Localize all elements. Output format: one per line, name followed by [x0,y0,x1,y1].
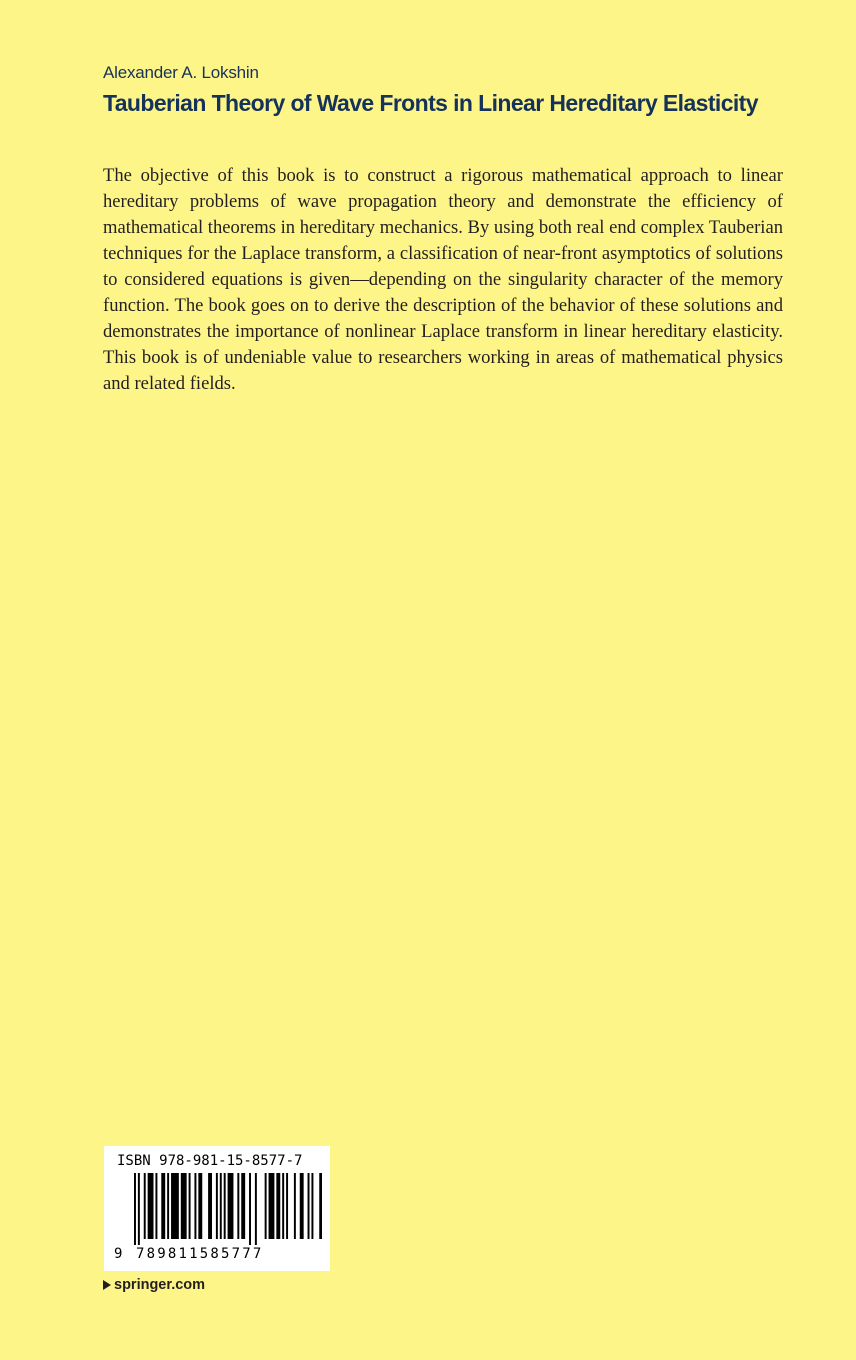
barcode-bar [282,1173,284,1239]
barcode-bar [276,1173,280,1239]
barcode-bar [269,1173,275,1239]
barcode-bar [189,1173,191,1239]
barcode-bar [138,1173,140,1245]
book-description: The objective of this book is to construct a rigorous mathematical approach to linear hereditary problems of wave propagation theory and demonstrate the efficiency of mathematical theorems in hereditary mechanics. By using both real end complex Tauberian techniques for the Laplace transform, a classification of near-front asymptotics of solutions to considered equations is given—depending on the singularity character of the memory function. The book goes on to derive the description of the behavior of these solutions and demonstrates the importance of nonlinear Laplace transform in linear hereditary elasticity. This book is of undeniable value to researchers working in areas of mathematical physics and related fields. [103,165,783,394]
arrow-right-icon [103,1280,111,1290]
barcode-bar [208,1173,212,1239]
barcode-bar [161,1173,165,1239]
barcode-bar [148,1173,154,1239]
book-title: Tauberian Theory of Wave Fronts in Linear Hereditary Elasticity [103,90,758,116]
springer-link[interactable] [103,1277,205,1293]
barcode-bar [300,1173,304,1239]
barcode-bar [294,1173,296,1239]
barcode-bar [265,1173,267,1239]
barcode-bar [241,1173,245,1239]
barcode-bar [319,1173,322,1239]
barcode-bar [171,1173,179,1239]
barcode-bar [228,1173,234,1239]
barcode-bar [155,1173,157,1239]
barcode-bar [237,1173,239,1239]
barcode-bar [144,1173,146,1239]
barcode-bar [249,1173,251,1245]
barcode-bar [224,1173,226,1239]
barcode-digits: 789811585777 [136,1246,264,1262]
author-name: Alexander A. Lokshin [103,63,259,82]
barcode-bar [167,1173,169,1239]
barcode-bar [308,1173,310,1239]
isbn-barcode-box [104,1146,330,1271]
barcode-bar [220,1173,222,1239]
barcode-bar [181,1173,187,1239]
springer-link-label: springer.com [114,1277,206,1293]
barcode-bar [311,1173,313,1239]
barcode-bar [216,1173,218,1239]
barcode-bar [194,1173,196,1239]
barcode-image [132,1173,322,1247]
barcode-bar [255,1173,257,1245]
barcode-bar [286,1173,288,1239]
barcode-bar [134,1173,136,1245]
isbn-label: ISBN 978-981-15-8577-7 [117,1153,303,1169]
barcode-first-digit: 9 [114,1246,123,1262]
barcode-bar [198,1173,202,1239]
